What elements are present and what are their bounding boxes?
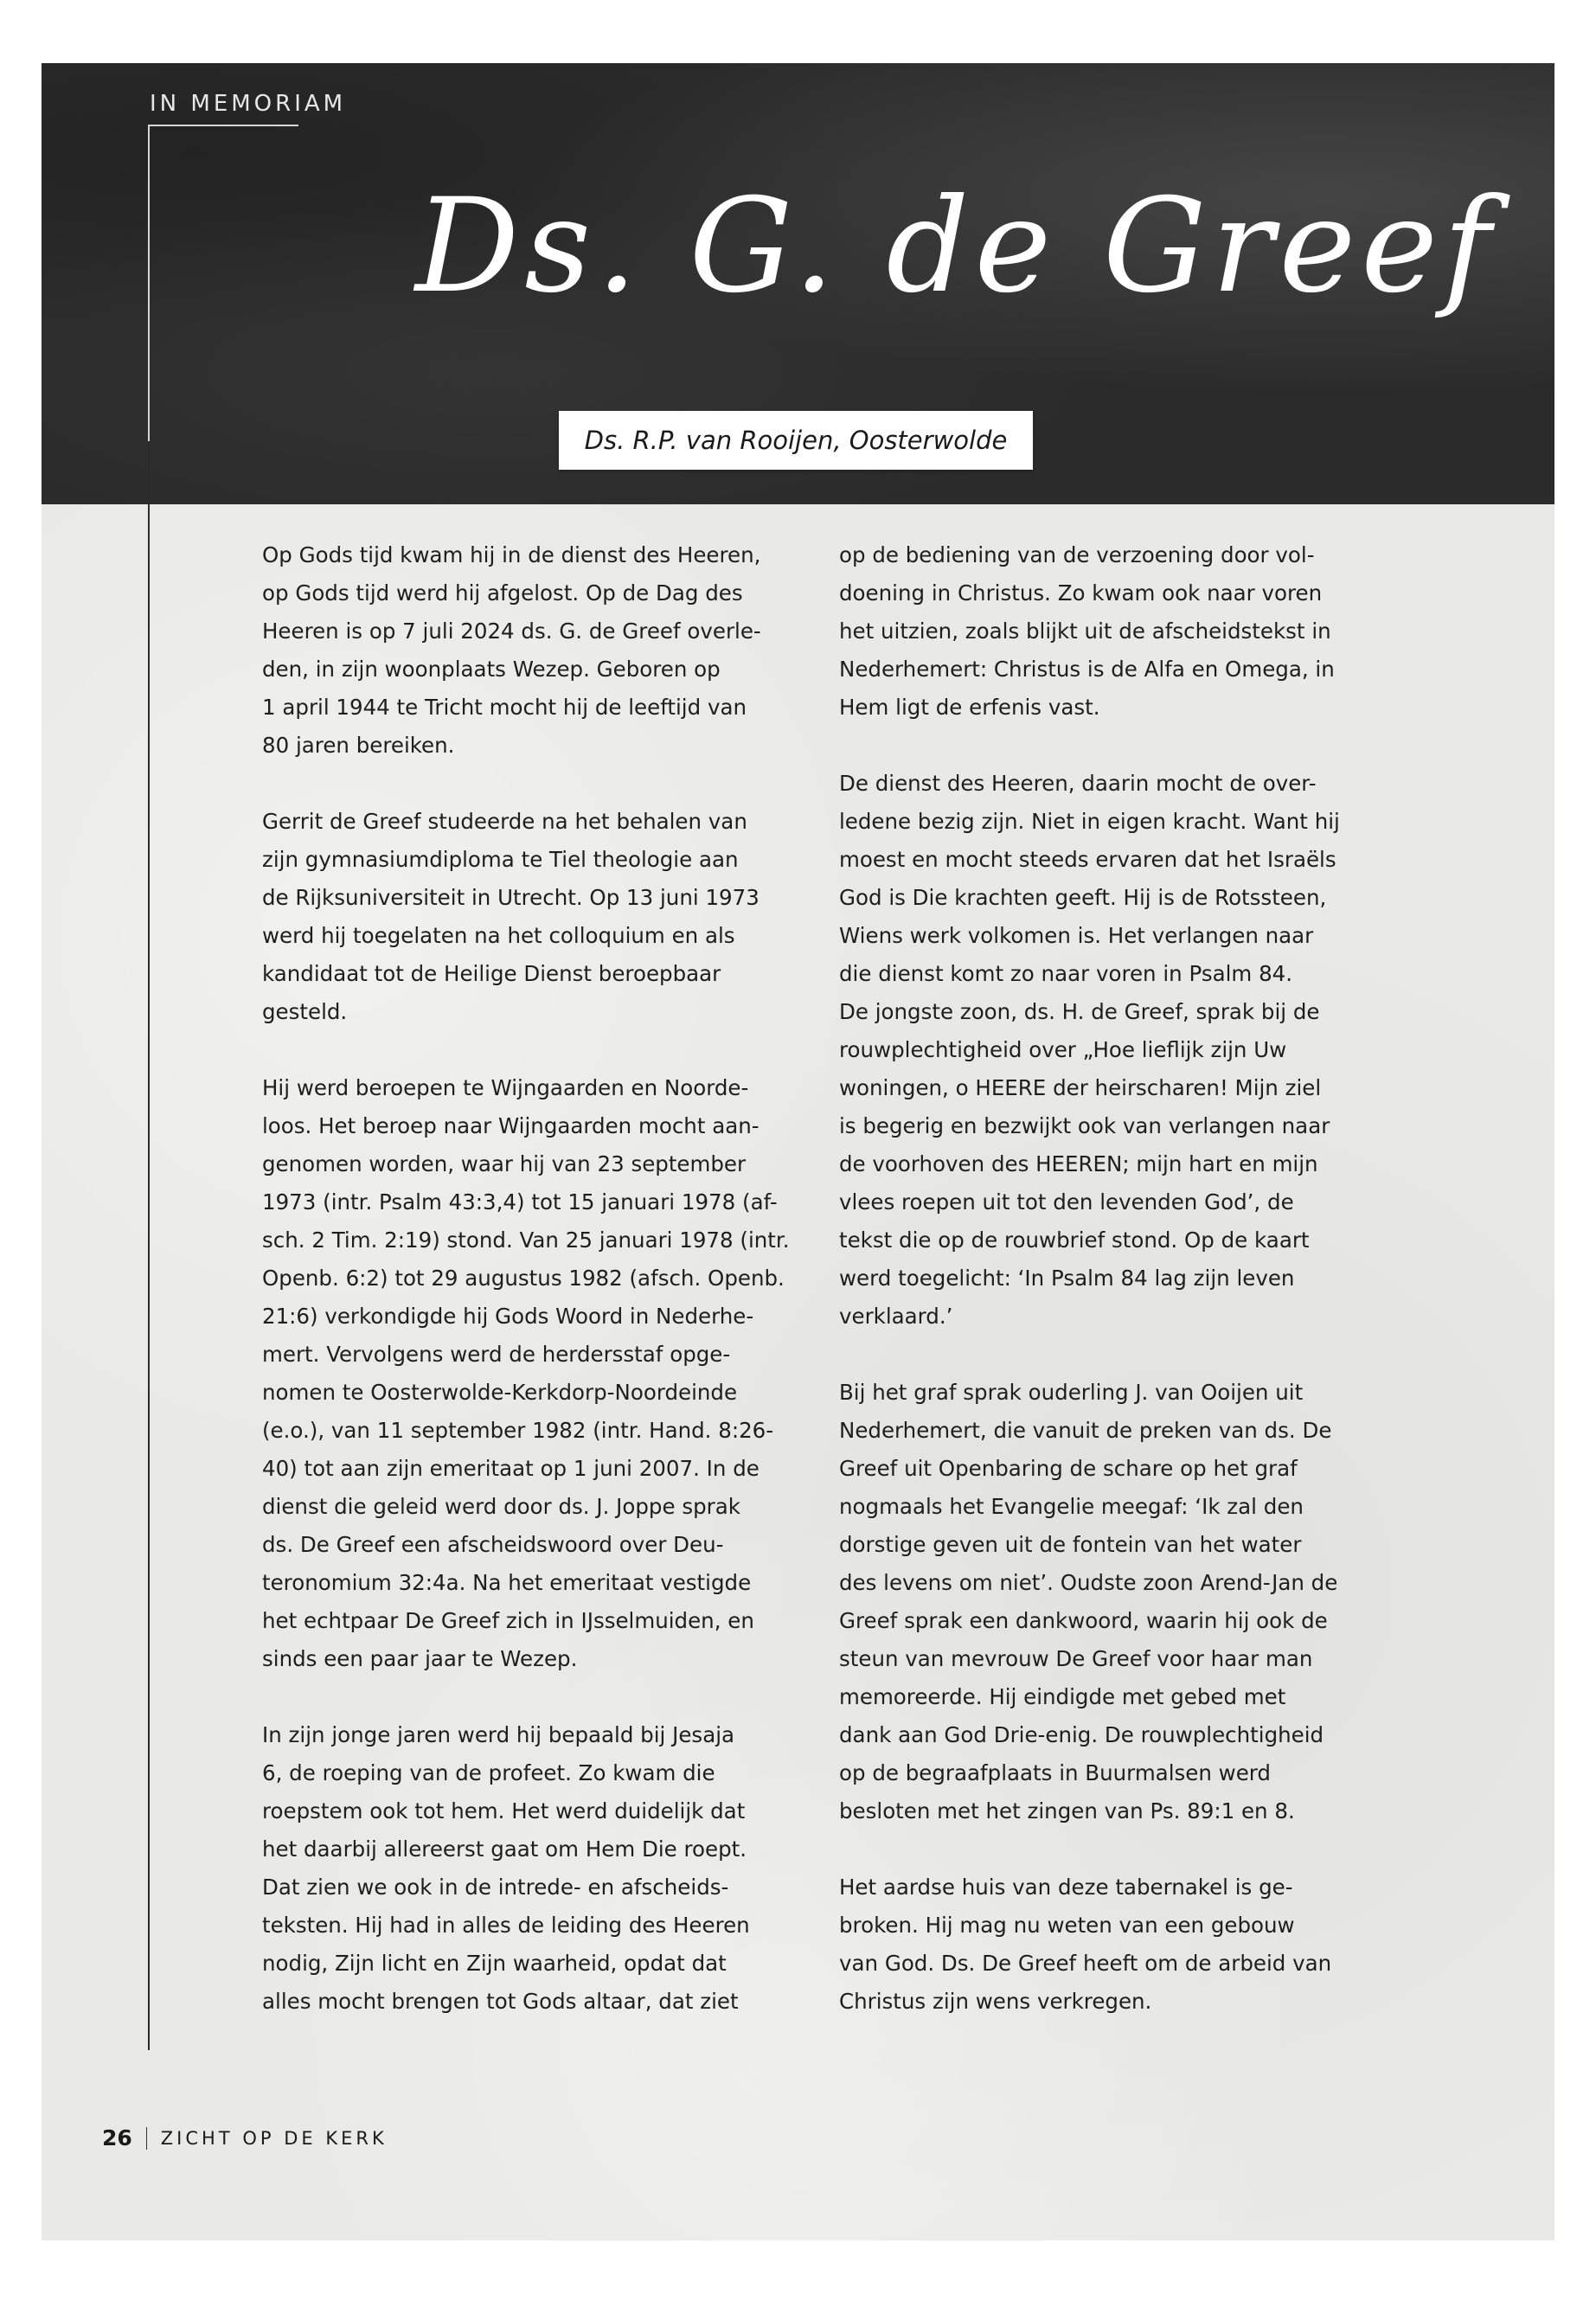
byline-box bbox=[559, 411, 1033, 470]
article-paragraph: Op Gods tijd kwam hij in de dienst des Heeren, op Gods tijd werd hij afgelost. Op de Dag des Heeren is op 7 juli 2024 ds. G. de Greef overle- den, in zijn woonplaats Wezep. Geboren op 1 april 1944 te Tricht mocht hij de leeftijd van 80 jaren bereiken. bbox=[262, 542, 761, 758]
page-footer bbox=[102, 2125, 388, 2150]
article-column-left bbox=[262, 536, 798, 2021]
article-paragraph: In zijn jonge jaren werd hij bepaald bij Jesaja 6, de roeping van de profeet. Zo kwam die roepstem ook tot hem. Het werd duidelijk dat het daarbij allereerst gaat om Hem Die roept. Dat zien we ook in de intrede- en afscheids- teksten. Hij had in alles de leiding des Heeren nodig, Zijn licht en Zijn waarheid, opdat dat alles mocht brengen tot Gods altaar, dat ziet bbox=[262, 1722, 750, 2014]
accent-line-vertical-top bbox=[148, 125, 150, 441]
author-byline: Ds. R.P. van Rooijen, Oosterwolde bbox=[584, 426, 1008, 455]
page-number: 26 bbox=[102, 2125, 132, 2150]
article-paragraph: Hij werd beroepen te Wijngaarden en Noorde- loos. Het beroep naar Wijngaarden mocht aan- genomen worden, waar hij van 23 september 1973 (intr. Psalm 43:3,4) tot 15 januari 1978 (af- sch. 2 Tim. 2:19) stond. Van 25 januari 1978 (intr. Openb. 6:2) tot 29 augustus 1982 (afsch. Openb. 21:6) verkondigde hij Gods Woord in Nederhe- mert. Vervolgens werd de herdersstaf opge- nomen te Oosterwolde-Kerkdorp-Noordeinde (e.o.), van 11 september 1982 (intr. Hand. 8:26- 40) tot aan zijn emeritaat op 1 juni 2007. In de dienst die geleid werd door ds. J. Joppe sprak ds. De Greef een afscheidswoord over Deu- teronomium 32:4a. Na het emeritaat vestigde het echtpaar De Greef zich in IJsselmuiden, en sinds een paar jaar te Wezep. bbox=[262, 1075, 790, 1671]
footer-divider bbox=[146, 2127, 147, 2150]
article-paragraph: Bij het graf sprak ouderling J. van Ooijen uit Nederhemert, die vanuit de preken van ds. De Greef uit Openbaring de schare op het graf nogmaals het Evangelie meegaf: ‘Ik zal den dorstige geven uit de fontein van het water des levens om niet’. Oudste zoon Arend-Jan de Greef sprak een dankwoord, waarin hij ook de steun van mevrouw De Greef voor haar man memoreerde. Hij eindigde met gebed met dank aan God Drie-enig. De rouwplechtigheid op de begraafplaats in Buurmalsen werd besloten met het zingen van Ps. 89:1 en 8. bbox=[839, 1380, 1338, 1823]
article-paragraph: Gerrit de Greef studeerde na het behalen van zijn gymnasiumdiploma te Tiel theologie aan de Rijksuniversiteit in Utrecht. Op 13 juni 1973 werd hij toegelaten na het colloquium en als kandidaat tot de Heilige Dienst beroepbaar gesteld. bbox=[262, 809, 760, 1024]
article-paragraph: De dienst des Heeren, daarin mocht de over- ledene bezig zijn. Niet in eigen kracht. Want hij moest en mocht steeds ervaren dat het Israëls God is Die krachten geeft. Hij is de Rotssteen, Wiens werk volkomen is. Het verlangen naar die dienst komt zo naar voren in Psalm 84. De jongste zoon, ds. H. de Greef, sprak bij de rouwplechtigheid over „Hoe lieflijk zijn Uw woningen, o HEERE der heirscharen! Mijn ziel is begerig en bezwijkt ook van verlangen naar de voorhoven des HEEREN; mijn hart en mijn vlees roepen uit tot den levenden God’, de tekst die op de rouwbrief stond. Op de kaart werd toegelicht: ‘In Psalm 84 lag zijn leven verklaard.’ bbox=[839, 771, 1340, 1329]
accent-line-horizontal bbox=[148, 125, 298, 126]
magazine-name: ZICHT OP DE KERK bbox=[160, 2127, 388, 2149]
section-label: IN MEMORIAM bbox=[150, 91, 347, 117]
article-column-right bbox=[839, 536, 1384, 2021]
article-paragraph: Het aardse huis van deze tabernakel is ge- broken. Hij mag nu weten van een gebouw van God. Ds. De Greef heeft om de arbeid van Christus zijn wens verkregen. bbox=[839, 1875, 1332, 2014]
article-paragraph: op de bediening van de verzoening door vol- doening in Christus. Zo kwam ook naar voren het uitzien, zoals blijkt uit de afscheidstekst in Nederhemert: Christus is de Alfa en Omega, in Hem ligt de erfenis vast. bbox=[839, 542, 1335, 720]
page-title: Ds. G. de Greef bbox=[415, 171, 1497, 322]
